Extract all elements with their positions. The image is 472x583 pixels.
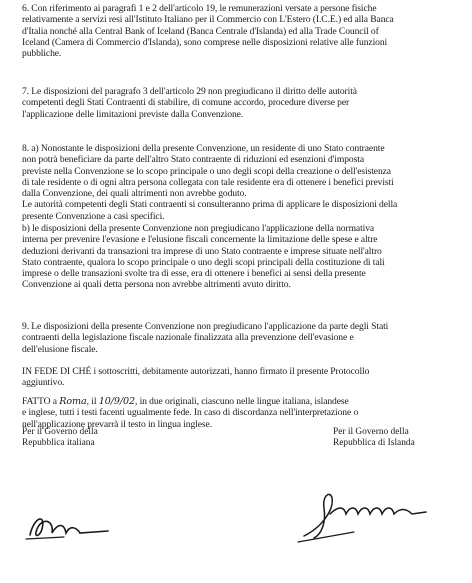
p8a-line: 8. a) Nonostante le disposizioni della presente Convenzione, un residente di uno Stato contraente <box>22 143 385 154</box>
p6-line: 6. Con riferimento ai paragrafi 1 e 2 dell'articolo 19, le remunerazioni versate a persone fisiche <box>22 3 377 14</box>
p8b-line: interna per prevenire l'evasione e l'elusione fiscali concernente la limitazione delle spese e altre <box>22 234 378 246</box>
handwritten-signature-iceland <box>294 478 444 548</box>
p8a-line: dalla Convenzione, dei quali altrimenti non avrebbe goduto. <box>22 188 247 200</box>
p8b-line: Stato contraente, qualora lo scopo principale o uno degli scopi principali della costituzione di tali <box>22 256 385 268</box>
p6-line: d'Italia nonché alla Central Bank of Iceland (Banca Centrale d'Islanda) ed alla Trade Council of <box>22 25 379 37</box>
p8b-line: b) le disposizioni della presente Convenzione non pregiudicano l'applicazione della normativa <box>22 223 375 234</box>
p7-line: competenti degli Stati Contraenti di stabilire, di comune accordo, procedure diverse per <box>22 97 350 109</box>
handwritten-signature-italy <box>24 505 114 545</box>
p7-line: 7. Le disposizioni del paragrafo 3 dell'articolo 29 non pregiudicano il diritto delle autorità <box>22 86 357 97</box>
paragraph-6 <box>22 3 454 59</box>
paragraph-8a <box>22 143 454 222</box>
sig-left-line-1: Per il Governo della <box>22 427 98 437</box>
fatto-line-1 <box>22 396 454 407</box>
fede-line: aggiuntivo. <box>22 377 65 389</box>
p8b-line: Convenzione ai quali detta persona non avrebbe altrimenti avuto diritto. <box>22 279 291 291</box>
p9-line: contraenti della legislazione fiscale nazionale finalizzata alla prevenzione dell'evasione e <box>22 332 354 344</box>
fatto-line-2: e inglese, tutti i testi facenti ugualmente fede. In caso di discordanza nell'interpretazione o <box>22 407 359 419</box>
sig-right-line-1: Per il Governo della <box>333 427 409 437</box>
paragraph-9 <box>22 321 454 355</box>
handwritten-place: Roma <box>59 396 87 407</box>
fatto-line-3: nell'applicazione prevarrà il testo in lingua inglese. <box>22 418 212 430</box>
fatto-il: , il <box>86 396 97 407</box>
p8a-line: di tale residente o di ogni altra persona collegata con tale residente era di ottenere i benefici previsti <box>22 176 394 188</box>
p8a-line: previste nella Convenzione se lo scopo principale o uno degli scopi della creazione o dell'esistenza <box>22 165 391 177</box>
in-fede-paragraph <box>22 366 454 389</box>
p9-line: 9. Le disposizioni della presente Convenzione non pregiudicano l'applicazione da parte degli Stati <box>22 321 389 332</box>
p8a-line: Le autorità competenti degli Stati contraenti si consulteranno prima di applicare le disposizioni della <box>22 199 398 211</box>
p8a-line: non potrà beneficiare da parte dell'altro Stato contraente di riduzioni ed esenzioni d'imposta <box>22 154 364 166</box>
p6-line: pubbliche. <box>22 48 62 60</box>
paragraph-7 <box>22 86 454 120</box>
fatto-paragraph <box>22 396 454 430</box>
sig-left-line-2: Repubblica italiana <box>22 438 95 448</box>
p8a-line: presente Convenzione a casi specifici. <box>22 210 165 222</box>
fatto-rest: , in due originali, ciascuno nelle lingue italiana, islandese <box>135 396 349 407</box>
p7-line: l'applicazione delle limitazioni previste dalla Convenzione. <box>22 108 244 120</box>
p8b-line: deduzioni derivanti da transazioni tra imprese di uno Stato contraente e imprese situate nell'altro <box>22 245 382 257</box>
p6-line: relativamente a servizi resi all'Istituto Italiano per il Commercio con L'Estero (I.C.E.) ed alla Banca <box>22 14 394 26</box>
signature-block-italy <box>22 427 98 449</box>
p8b-line: imprese o delle transazioni svolte tra di esse, era di ottenere i benefici ai sensi della presente <box>22 268 366 280</box>
sig-right-line-2: Repubblica di Islanda <box>333 438 415 448</box>
paragraph-8b <box>22 223 454 291</box>
p9-line: dell'elusione fiscale. <box>22 343 98 355</box>
signature-block-iceland <box>333 427 415 449</box>
fede-line: IN FEDE DI CHÉ i sottoscritti, debitamente autorizzati, hanno firmato il presente Protocollo <box>22 366 370 377</box>
handwritten-date: 10/9/02 <box>98 396 135 407</box>
fatto-prefix: FATTO a <box>22 396 57 407</box>
p6-line: Iceland (Camera di Commercio d'Islanda), sono comprese nelle disposizioni relative alle funzioni <box>22 36 388 48</box>
